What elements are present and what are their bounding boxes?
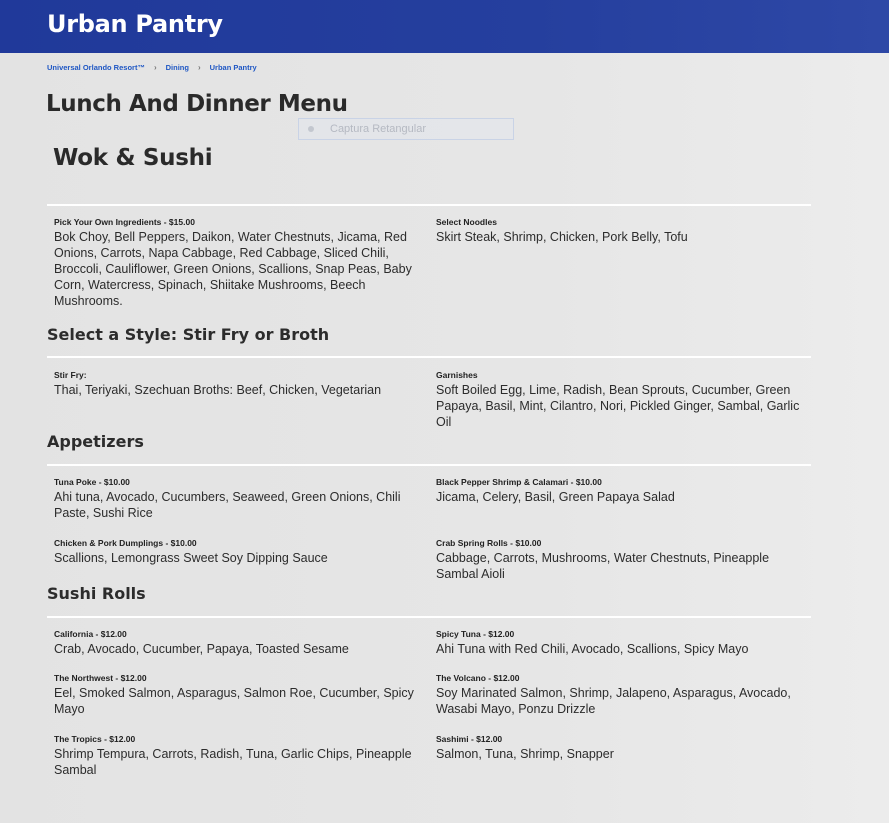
top-header-bar bbox=[0, 0, 889, 53]
menu-item-description: Thai, Teriyaki, Szechuan Broths: Beef, Chicken, Vegetarian bbox=[54, 383, 382, 397]
breadcrumb bbox=[47, 63, 257, 72]
menu-item-name: Crab Spring Rolls - $10.00 bbox=[436, 538, 542, 548]
menu-item-description: Skirt Steak, Shrimp, Chicken, Pork Belly, Tofu bbox=[436, 230, 688, 244]
menu-item-name: Select Noodles bbox=[436, 217, 497, 227]
menu-item-name: Tuna Poke - $10.00 bbox=[54, 477, 130, 487]
menu-item-name: Black Pepper Shrimp & Calamari - $10.00 bbox=[436, 477, 602, 487]
sushi-heading: Sushi Rolls bbox=[47, 584, 146, 603]
menu-item-name: Stir Fry: bbox=[54, 370, 87, 380]
divider bbox=[47, 464, 811, 466]
menu-item-description: Jicama, Celery, Basil, Green Papaya Salad bbox=[436, 490, 675, 504]
divider bbox=[47, 356, 811, 358]
style-heading: Select a Style: Stir Fry or Broth bbox=[47, 325, 330, 344]
menu-item bbox=[436, 672, 806, 717]
breadcrumb-link-urban-pantry[interactable]: Urban Pantry bbox=[209, 63, 257, 72]
menu-item-name: The Northwest - $12.00 bbox=[54, 673, 147, 683]
menu-item-description: Ahi Tuna with Red Chili, Avocado, Scallions, Spicy Mayo bbox=[436, 642, 749, 656]
breadcrumb-link-resort[interactable]: Universal Orlando Resort™ bbox=[47, 63, 145, 72]
capture-overlay[interactable] bbox=[298, 118, 514, 140]
menu-item bbox=[54, 216, 424, 309]
menu-item-description: Bok Choy, Bell Peppers, Daikon, Water Chestnuts, Jicama, Red Onions, Carrots, Napa Cabbage, Red Cabbage, Sliced Chili, Broccoli, Cauliflower, Green Onions, Scallions, Snap Peas, Baby Corn, Watercress, Spinach, Shiitake Mushrooms, Beech Mushrooms. bbox=[54, 230, 412, 308]
menu-item bbox=[436, 476, 806, 505]
menu-item bbox=[436, 369, 806, 430]
brand-title[interactable]: Urban Pantry bbox=[47, 10, 223, 38]
capture-dot-icon bbox=[308, 126, 314, 132]
menu-item-description: Cabbage, Carrots, Mushrooms, Water Chestnuts, Pineapple Sambal Aioli bbox=[436, 551, 770, 581]
capture-overlay-label: Captura Retangular bbox=[330, 123, 427, 135]
menu-item bbox=[436, 537, 806, 582]
breadcrumb-link-dining[interactable]: Dining bbox=[165, 63, 189, 72]
menu-item-name: Spicy Tuna - $12.00 bbox=[436, 629, 515, 639]
menu-item bbox=[436, 628, 806, 657]
menu-item-name: Chicken & Pork Dumplings - $10.00 bbox=[54, 538, 197, 548]
menu-item-name: California - $12.00 bbox=[54, 629, 127, 639]
menu-item-description: Salmon, Tuna, Shrimp, Snapper bbox=[436, 747, 614, 761]
appetizers-heading: Appetizers bbox=[47, 432, 144, 451]
page-title: Lunch And Dinner Menu bbox=[46, 91, 348, 117]
menu-item bbox=[54, 369, 424, 398]
menu-item bbox=[436, 216, 806, 245]
menu-item bbox=[54, 733, 424, 778]
menu-item-description: Soy Marinated Salmon, Shrimp, Jalapeno, Asparagus, Avocado, Wasabi Mayo, Ponzu Drizzle bbox=[436, 686, 791, 716]
section-title: Wok & Sushi bbox=[53, 145, 213, 171]
divider bbox=[47, 616, 811, 618]
menu-item-description: Ahi tuna, Avocado, Cucumbers, Seaweed, Green Onions, Chili Paste, Sushi Rice bbox=[54, 490, 401, 520]
menu-item-name: Sashimi - $12.00 bbox=[436, 734, 503, 744]
menu-item-description: Eel, Smoked Salmon, Asparagus, Salmon Roe, Cucumber, Spicy Mayo bbox=[54, 686, 414, 716]
menu-item-description: Shrimp Tempura, Carrots, Radish, Tuna, Garlic Chips, Pineapple Sambal bbox=[54, 747, 412, 777]
menu-item bbox=[436, 733, 806, 762]
menu-item bbox=[54, 628, 424, 657]
menu-item bbox=[54, 537, 424, 566]
menu-item-description: Crab, Avocado, Cucumber, Papaya, Toasted Sesame bbox=[54, 642, 349, 656]
menu-item-name: Pick Your Own Ingredients - $15.00 bbox=[54, 217, 195, 227]
menu-item-description: Scallions, Lemongrass Sweet Soy Dipping Sauce bbox=[54, 551, 328, 565]
menu-item-name: The Volcano - $12.00 bbox=[436, 673, 520, 683]
chevron-right-icon: › bbox=[153, 63, 157, 72]
menu-item bbox=[54, 476, 424, 521]
menu-item-name: The Tropics - $12.00 bbox=[54, 734, 136, 744]
chevron-right-icon: › bbox=[197, 63, 201, 72]
menu-item-description: Soft Boiled Egg, Lime, Radish, Bean Sprouts, Cucumber, Green Papaya, Basil, Mint, Cilantro, Nori, Pickled Ginger, Sambal, Garlic Oil bbox=[436, 383, 800, 429]
divider bbox=[47, 204, 811, 206]
menu-item bbox=[54, 672, 424, 717]
menu-item-name: Garnishes bbox=[436, 370, 478, 380]
